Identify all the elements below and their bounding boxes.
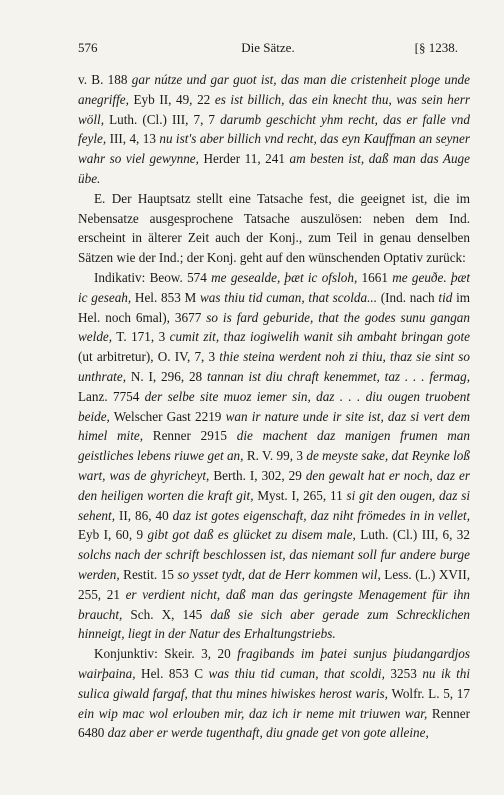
text-segment: N. I, 296, 28	[126, 368, 207, 384]
text-segment: Eyb II, 49, 22	[128, 91, 215, 107]
italic-quotation: ein wip mac wol erlouben mir, daz ich ir neme mit triuwen war,	[78, 705, 428, 721]
italic-quotation: der selbe site muoz iemer sin, daz . . . diu ougen truobent beide,	[78, 388, 470, 424]
text-segment: Hel. 853 C	[135, 665, 209, 681]
text-segment: Restit. 15	[119, 566, 178, 582]
paragraph	[78, 189, 470, 268]
italic-quotation: was thiu tid cuman, that scolda...	[200, 289, 377, 305]
paragraph	[78, 268, 470, 644]
italic-quotation: tannan ist diu chraft kenemmet, taz . . . fermag,	[207, 368, 470, 384]
italic-quotation: daz ist gotes eigenschaft, daz niht frömedes in in vellet,	[172, 507, 470, 523]
italic-quotation: die machent daz manigen frumen man geistliches lebens riuwe get an,	[78, 428, 470, 464]
text-segment: Renner 6480	[78, 705, 470, 741]
italic-quotation: was thiu tid cuman, that scoldi,	[208, 665, 385, 681]
text-segment: Welscher Gast 2219	[109, 408, 226, 424]
italic-quotation: daß sie sich aber gerade zum Schrecklichen hinneigt, liegt in der Natur des Erhaltungstriebs.	[78, 606, 470, 642]
section-number: [§ 1238.	[414, 40, 458, 55]
text-segment: v. B. 188	[78, 72, 132, 87]
text-segment: T. 171, 3	[112, 329, 170, 345]
text-segment: Herder 11, 241	[198, 151, 290, 167]
italic-quotation: nu ist's aber billich vnd recht, das eyn Kauffman an seyner wahr so viel gewynne,	[78, 131, 470, 167]
paragraph	[78, 70, 470, 189]
italic-quotation: de meyste sake, dat Reynke loß wart, was de ghyricheyt,	[78, 448, 470, 483]
italic-quotation: solchs nach der schrift beschlossen ist, das niemant soll fur andere burge werden,	[78, 547, 470, 582]
text-segment: Konjunktiv: Skeir. 3, 20	[94, 646, 238, 662]
text-segment: Luth. (Cl.) III, 7, 7	[104, 111, 221, 127]
italic-quotation: es ist billich, das ein knecht thu, was sein herr wöll,	[78, 91, 471, 127]
italic-quotation: so is fard geburide, that the godes sunu gangan welde,	[78, 309, 470, 345]
text-segment: III, 4, 13	[106, 131, 160, 147]
text-segment: Eyb I, 60, 9	[78, 527, 148, 543]
italic-quotation: cumit zit, thaz iogiwelih wanit sih ambaht bringan gote	[169, 329, 470, 345]
italic-quotation: darumb geschicht yhm recht, das er falle vnd feyle,	[78, 111, 470, 147]
text-segment: Indikativ: Beow. 574	[94, 269, 212, 285]
text-segment: (Ind. nach	[377, 289, 439, 305]
italic-quotation: wan ir nature unde ir site ist, daz si vert dem himel mite,	[78, 408, 471, 444]
text-segment: Hel. 853 M	[131, 289, 201, 305]
italic-quotation: gibt got daß es glücket zu disem male,	[147, 527, 356, 543]
italic-quotation: den gewalt hat er noch, daz er den heiligen worten die kraft git,	[78, 467, 470, 503]
text-segment: 3253	[384, 665, 423, 681]
text-segment: Wolfr. L. 5, 17	[387, 685, 470, 701]
page-header	[78, 40, 458, 60]
text-segment: Myst. I, 265, 11	[253, 487, 347, 503]
text-segment: R. V. 99, 3	[243, 448, 307, 464]
italic-quotation: me gesealde, þæt ic ofsloh,	[211, 269, 358, 285]
page-number: 576	[78, 40, 98, 55]
italic-quotation: tid	[438, 289, 453, 305]
italic-quotation: me geuðe. þæt ic geseah,	[78, 269, 471, 305]
body-text	[78, 70, 470, 743]
italic-quotation: nu ik thi sulica giwald fargaf, that thu mines hiwiskes herost waris,	[78, 665, 470, 701]
text-segment: 1661	[357, 269, 393, 285]
text-segment: II, 86, 40	[115, 507, 173, 523]
italic-quotation: so ysset tydt, dat de Herr kommen wil,	[177, 566, 381, 582]
text-segment: Lanz. 7754	[78, 388, 145, 404]
italic-quotation: daz aber er werde tugenthaft, diu gnade get von gote alleine,	[107, 725, 429, 741]
text-segment: im Hel. noch 6mal), 3677	[78, 289, 470, 325]
text-segment: Renner 2915	[143, 428, 237, 444]
text-segment: Sch. X, 145	[122, 606, 211, 622]
paragraph	[78, 644, 470, 743]
italic-quotation: fragibands im þatei sunjus þiudangardjos wairþaina,	[78, 646, 470, 681]
text-segment: E. Der Hauptsatz stellt eine Tatsache fest, die geeignet ist, die im Nebensatze ausgesprochene Tatsache auszulösen: neben dem Ind. erscheint in älterer Zeit auch der Konj., zum Teil in genau denselben Sätzen wie der Ind.; der Konj. geht auf den wünschenden Optativ zurück:	[78, 190, 470, 266]
text-segment: Berth. I, 302, 29	[209, 467, 306, 483]
italic-quotation: si git den ougen, daz si sehent,	[78, 487, 470, 523]
italic-quotation: er verdient nicht, daß man das geringste Menagement für ihn braucht,	[78, 586, 471, 622]
text-segment: Less. (L.) XVII, 255, 21	[78, 566, 471, 602]
italic-quotation: am besten ist, daß man das Auge übe.	[78, 151, 471, 186]
text-segment: Luth. (Cl.) III, 6, 32	[355, 527, 470, 543]
text-segment: (ut arbitretur), O. IV, 7, 3	[78, 349, 220, 365]
italic-quotation: thie steina werdent noh zi thiu, thaz sie sint so unthrate,	[78, 349, 470, 384]
italic-quotation: gar nútze und gar guot ist, das man die cristenheit ploge unde anegriffe,	[78, 72, 470, 107]
running-title: Die Sätze.	[241, 40, 295, 55]
